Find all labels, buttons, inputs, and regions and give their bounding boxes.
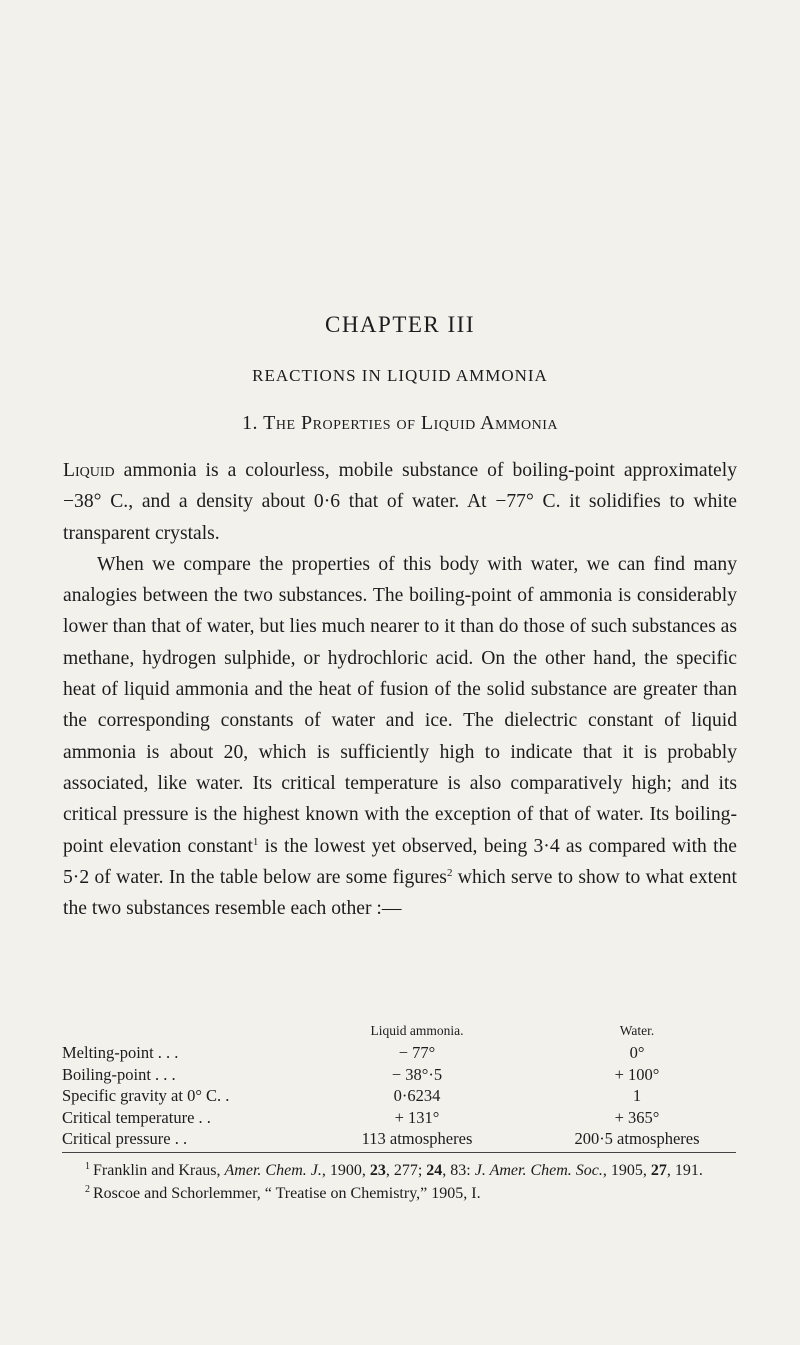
section-heading: 1. The Properties of Liquid Ammonia	[242, 412, 558, 434]
footnote-2	[63, 1183, 737, 1206]
table-header-ammonia: Liquid ammonia.	[370, 1023, 464, 1038]
table-row	[62, 1085, 742, 1107]
table-header-row	[62, 1020, 742, 1042]
footnotes	[63, 1160, 737, 1205]
row-water-value: 0°	[629, 1043, 645, 1062]
body-text	[63, 455, 737, 924]
footnote-1-authors: Franklin and Kraus,	[93, 1162, 225, 1179]
row-ammonia-value: 0·6234	[393, 1086, 441, 1105]
footnote-1-volume-2: 24	[426, 1162, 443, 1179]
footnote-1-end: , 191.	[666, 1162, 703, 1179]
footnote-1-journal-1: Amer. Chem. J.	[224, 1162, 322, 1179]
footnote-1-sep-1: , 1900,	[321, 1162, 370, 1179]
row-ammonia-value: 113 atmospheres	[361, 1129, 473, 1148]
footnote-2-text: Roscoe and Schorlemmer, “ Treatise on Chemistry,” 1905, I.	[93, 1184, 481, 1202]
paragraph-2-part1: When we compare the properties of this body with water, we can find many analogies between the two substances. The boiling-point of ammonia is considerably lower than that of water, but lies much nearer to it than do those of such substances as methane, hydrogen sulphide, or hydrochloric acid. On the other hand, the specific heat of liquid ammonia and the heat of fusion of the solid substance are greater than the corresponding constants of water and ice. The dielectric constant of liquid ammonia is about 20, which is sufficiently high to indicate that it is probably associated, like water. Its critical temperature is also comparatively high; and its critical pressure is the highest known with the exception of that of water. Its boiling-point elevation constant	[63, 553, 737, 857]
row-water-value: + 100°	[614, 1064, 660, 1084]
table-header-water: Water.	[619, 1023, 655, 1038]
paragraph-1-text: ammonia is a colourless, mobile substance of boiling-point approximately −38° C., and a density about 0·6 that of water. At −77° C. it solidifies to white transparent crystals.	[63, 460, 737, 544]
footnote-1-journal-2: J. Amer. Chem. Soc.	[474, 1162, 603, 1179]
table-row	[62, 1042, 742, 1064]
row-ammonia-value: + 131°	[394, 1107, 440, 1127]
footnote-1-volume-1: 23	[369, 1162, 386, 1179]
footnote-ref-1: 1	[252, 835, 259, 848]
footnote-ref-2: 2	[446, 866, 453, 879]
footnote-2-mark: 2	[85, 1183, 90, 1195]
table-row	[62, 1128, 742, 1150]
footnote-1-mid-2: , 83:	[442, 1162, 475, 1179]
row-ammonia-value: − 77°	[398, 1043, 436, 1062]
footnote-divider	[62, 1152, 736, 1153]
paragraph-2	[63, 549, 737, 925]
paragraph-1	[63, 455, 737, 549]
row-label: Specific gravity at 0° C. .	[62, 1086, 230, 1105]
footnote-1-mark: 1	[85, 1161, 90, 1172]
footnote-1	[63, 1160, 737, 1183]
table-row	[62, 1064, 742, 1086]
footnote-1-sep-2: , 1905,	[602, 1162, 651, 1179]
footnote-1-volume-3: 27	[650, 1162, 667, 1179]
paragraph-2-part2: is the lowest yet observed, being 3·4 as compared with the 5·2 of water. In the table below are some figures	[63, 835, 738, 888]
table-row	[62, 1107, 742, 1129]
footnote-1-mid-1: , 277;	[385, 1162, 427, 1179]
paragraph-2-part3: which serve to show to what extent the two substances resemble each other :—	[63, 866, 738, 920]
row-ammonia-value: − 38°·5	[391, 1064, 443, 1084]
chapter-subtitle: REACTIONS IN LIQUID AMMONIA	[252, 366, 548, 385]
row-water-value: 1	[632, 1086, 642, 1105]
row-label: Critical pressure . .	[62, 1129, 188, 1148]
row-label: Critical temperature . .	[62, 1107, 211, 1127]
row-label: Boiling-point . . .	[62, 1064, 176, 1084]
row-label: Melting-point . . .	[62, 1043, 179, 1062]
row-water-value: 200·5 atmospheres	[574, 1129, 700, 1148]
paragraph-1-lead: Liquid	[63, 460, 115, 481]
row-water-value: + 365°	[614, 1107, 660, 1127]
chapter-title: CHAPTER III	[324, 312, 476, 337]
comparison-table	[62, 1020, 742, 1150]
